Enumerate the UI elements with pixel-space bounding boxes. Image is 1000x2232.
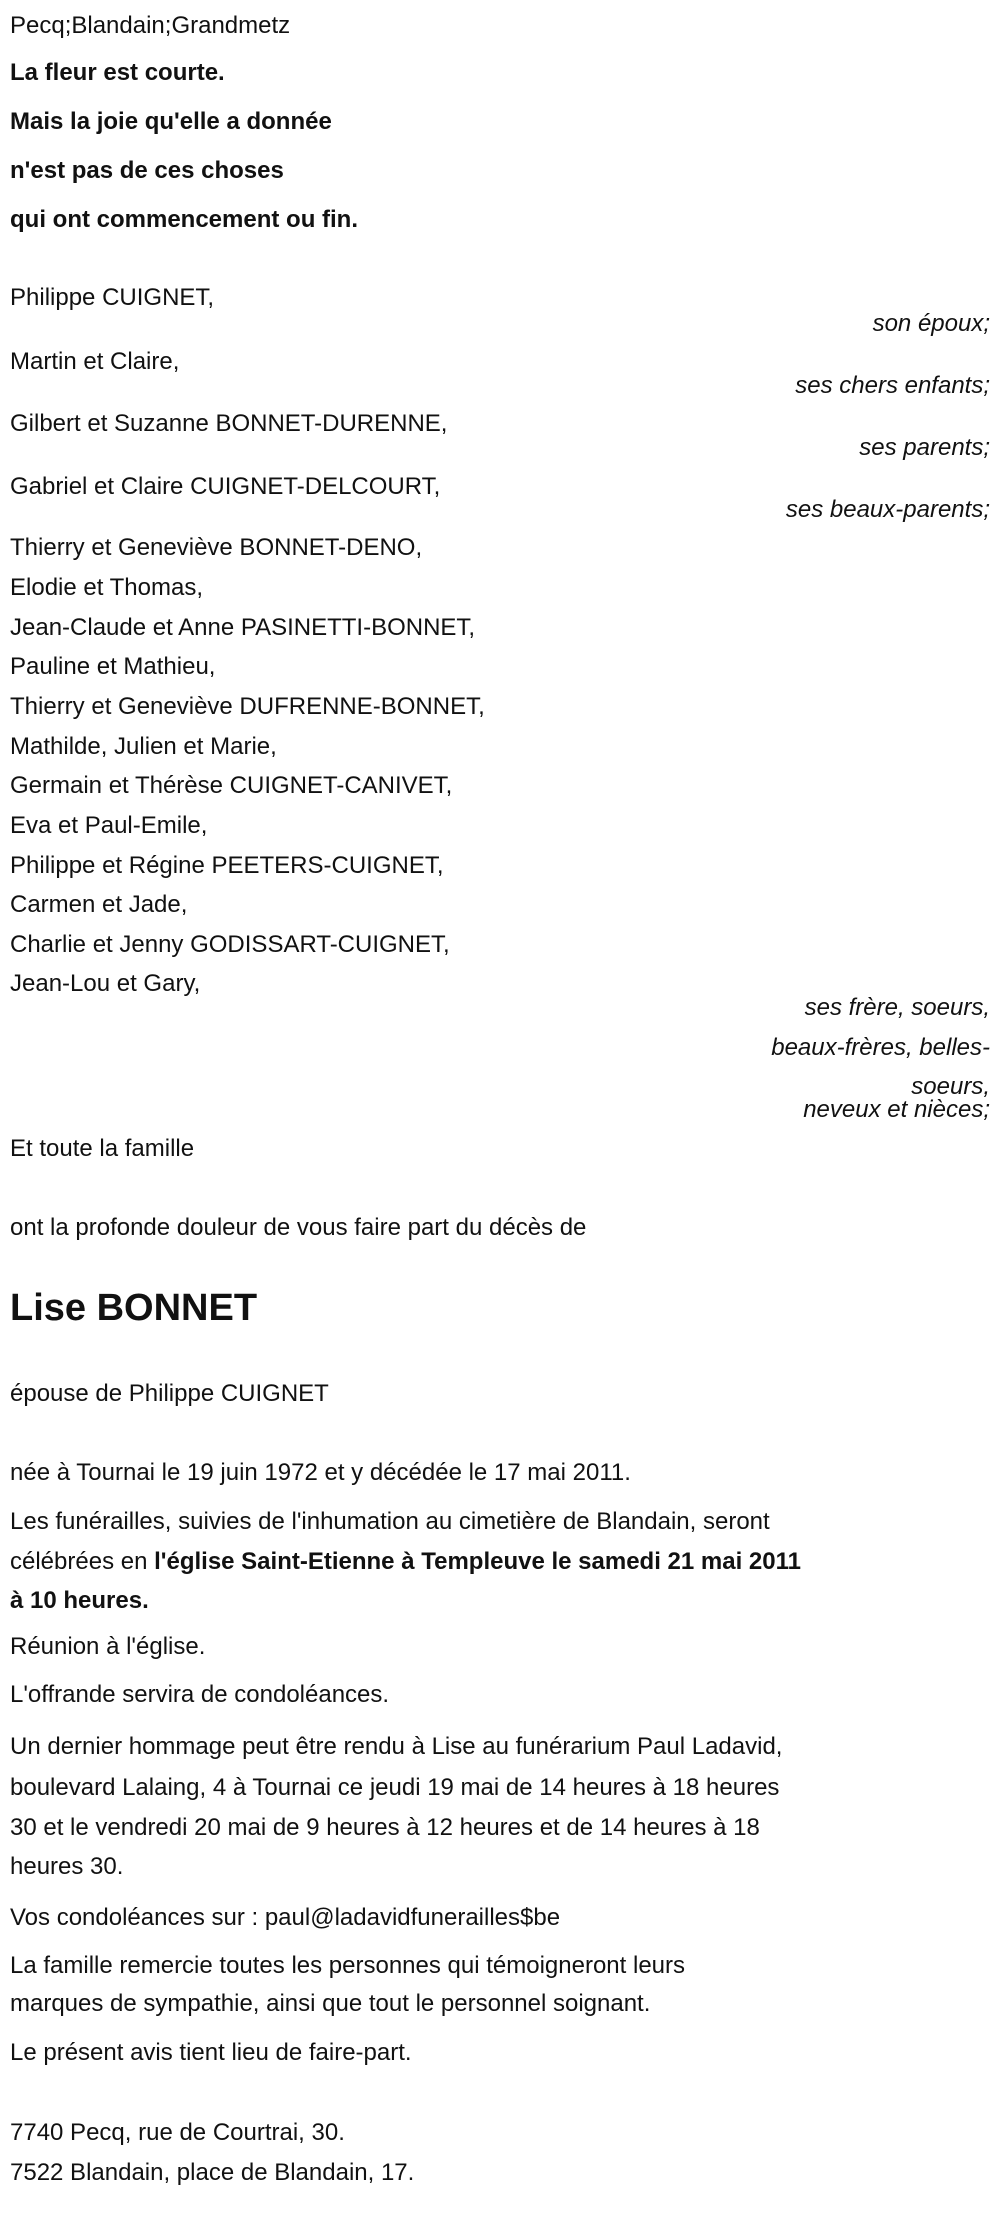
family-names: Martin et Claire, <box>10 348 180 375</box>
sibling-line: Charlie et Jenny GODISSART-CUIGNET, <box>10 931 450 958</box>
siblings-relation: ses frère, soeurs, <box>804 994 990 1021</box>
thanks-line: marques de sympathie, ainsi que tout le personnel soignant. <box>10 1990 651 2017</box>
address: 7522 Blandain, place de Blandain, 17. <box>10 2159 415 2186</box>
thanks-line: La famille remercie toutes les personnes qui témoigneront leurs <box>10 1952 686 1979</box>
family-names: Gabriel et Claire CUIGNET-DELCOURT, <box>10 473 441 500</box>
family-relation: ses chers enfants; <box>795 372 990 399</box>
sibling-line: Germain et Thérèse CUIGNET-CANIVET, <box>10 772 453 799</box>
siblings-relation: neveux et nièces; <box>803 1096 990 1123</box>
tribute-line: 30 et le vendredi 20 mai de 9 heures à 12 heures et de 14 heures à 18 <box>10 1814 760 1841</box>
sibling-line: Thierry et Geneviève BONNET-DENO, <box>10 534 423 561</box>
funeral-line: Les funérailles, suivies de l'inhumation au cimetière de Blandain, seront <box>10 1508 770 1535</box>
offering: L'offrande servira de condoléances. <box>10 1681 390 1708</box>
locations-header: Pecq;Blandain;Grandmetz <box>10 12 291 39</box>
announcement: ont la profonde douleur de vous faire part du décès de <box>10 1214 587 1241</box>
family-relation: ses beaux-parents; <box>785 496 990 523</box>
sibling-line: Philippe et Régine PEETERS-CUIGNET, <box>10 852 444 879</box>
sibling-line: Thierry et Geneviève DUFRENNE-BONNET, <box>10 693 485 720</box>
sibling-line: Jean-Lou et Gary, <box>10 970 201 997</box>
tribute-line: Un dernier hommage peut être rendu à Lise au funérarium Paul Ladavid, <box>10 1733 783 1760</box>
notice: Le présent avis tient lieu de faire-part. <box>10 2039 412 2066</box>
funeral-time: à 10 heures. <box>10 1587 149 1614</box>
family-relation: son époux; <box>872 310 990 337</box>
born-died: née à Tournai le 19 juin 1972 et y décédée le 17 mai 2011. <box>10 1459 631 1486</box>
whole-family: Et toute la famille <box>10 1135 195 1162</box>
sibling-line: Jean-Claude et Anne PASINETTI-BONNET, <box>10 614 476 641</box>
spouse-of: épouse de Philippe CUIGNET <box>10 1380 329 1407</box>
condolences: Vos condoléances sur : paul@ladavidfunerailles$be <box>10 1904 561 1931</box>
family-names: Gilbert et Suzanne BONNET-DURENNE, <box>10 410 448 437</box>
poem-line: La fleur est courte. <box>10 59 225 86</box>
siblings-relation: soeurs, <box>911 1073 990 1100</box>
tribute-line: heures 30. <box>10 1853 124 1880</box>
deceased-name: Lise BONNET <box>10 1287 258 1329</box>
funeral-location: l'église Saint-Etienne à Templeuve le samedi 21 mai 2011 <box>154 1548 801 1575</box>
poem-line: qui ont commencement ou fin. <box>10 206 359 233</box>
sibling-line: Carmen et Jade, <box>10 891 188 918</box>
sibling-line: Mathilde, Julien et Marie, <box>10 733 277 760</box>
sibling-line: Elodie et Thomas, <box>10 574 203 601</box>
family-names: Philippe CUIGNET, <box>10 284 215 311</box>
poem-line: Mais la joie qu'elle a donnée <box>10 108 332 135</box>
sibling-line: Eva et Paul-Emile, <box>10 812 208 839</box>
sibling-line: Pauline et Mathieu, <box>10 653 216 680</box>
siblings-relation: beaux-frères, belles- <box>771 1034 990 1061</box>
meeting: Réunion à l'église. <box>10 1633 206 1660</box>
funeral-text: célébrées en <box>10 1548 155 1575</box>
funeral-line <box>10 1548 801 1576</box>
poem-line: n'est pas de ces choses <box>10 157 284 184</box>
family-relation: ses parents; <box>859 434 990 461</box>
tribute-line: boulevard Lalaing, 4 à Tournai ce jeudi 19 mai de 14 heures à 18 heures <box>10 1774 780 1801</box>
address: 7740 Pecq, rue de Courtrai, 30. <box>10 2119 345 2146</box>
